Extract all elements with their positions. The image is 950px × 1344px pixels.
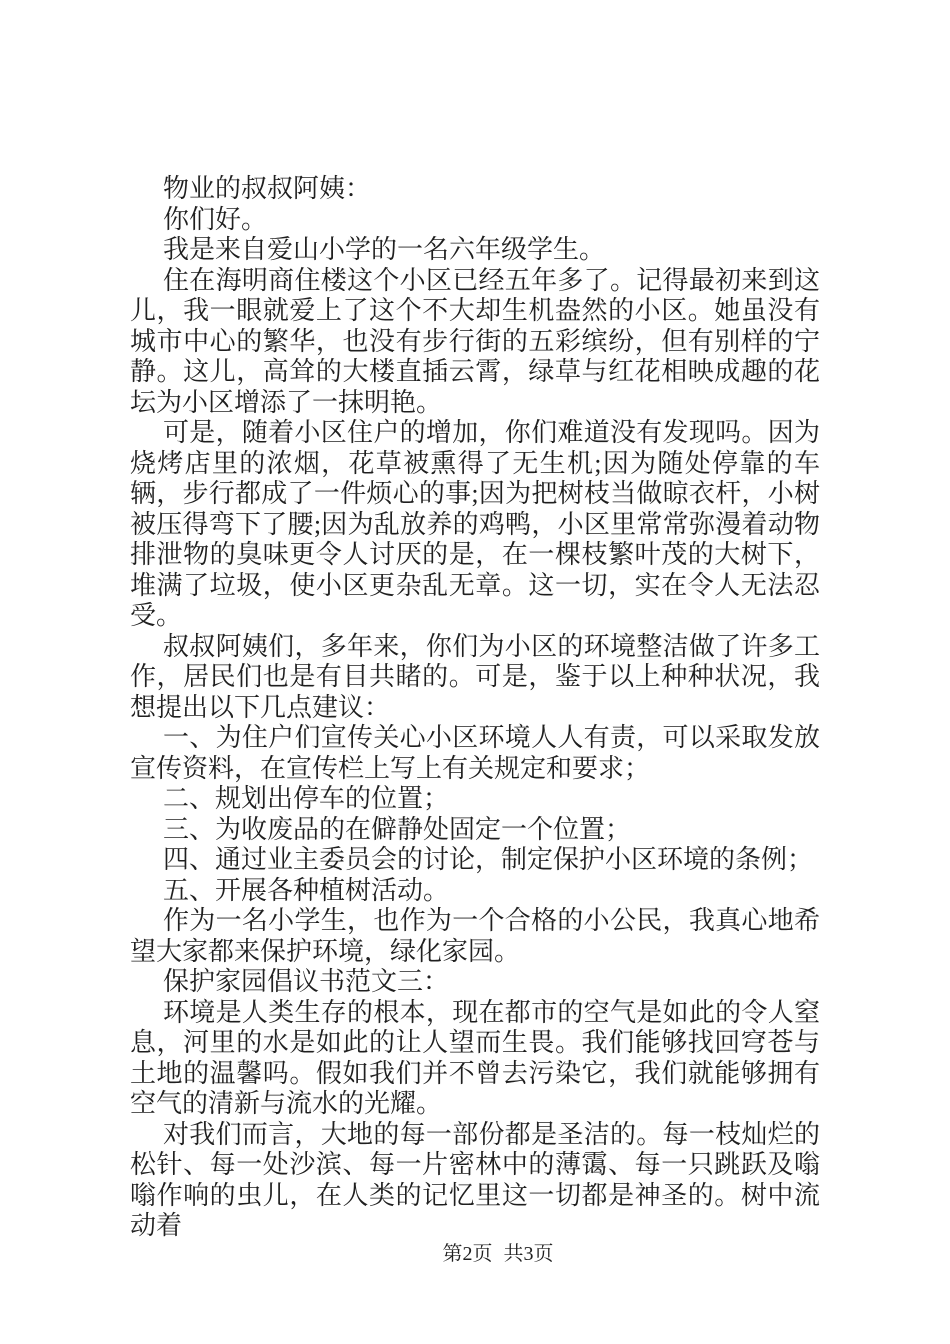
paragraph: 四、通过业主委员会的讨论，制定保护小区环境的条例；: [163, 845, 814, 874]
paragraph: 叔叔阿姨们，多年来，你们为小区的环境整洁做了许多工作，居民们也是有目共睹的。可是，鉴于以上种种状况，我想提出以下几点建议：: [130, 631, 820, 722]
paragraph: 一、为住户们宣传关心小区环境人人有责，可以采取发放宣传资料，在宣传栏上写上有关规定和要求；: [130, 723, 820, 783]
paragraph: 对我们而言，大地的每一部份都是圣洁的。每一枝灿烂的松针、每一处沙滨、每一片密林中的薄霭、每一只跳跃及嗡嗡作响的虫儿，在人类的记忆里这一切都是神圣的。树中流动着: [130, 1119, 820, 1240]
page-footer: [0, 1241, 950, 1267]
paragraph: 住在海明商住楼这个小区已经五年多了。记得最初来到这儿，我一眼就爱上了这个不大却生机盎然的小区。她虽没有城市中心的繁华，也没有步行街的五彩缤纷，但有别样的宁静。这儿，高耸的大楼直插云霄，绿草与红花相映成趣的花坛为小区增添了一抹明艳。: [130, 265, 820, 417]
paragraph: 作为一名小学生，也作为一个合格的小公民，我真心地希望大家都来保护环境，绿化家园。: [130, 906, 820, 966]
paragraph: 环境是人类生存的根本，现在都市的空气是如此的令人窒息，河里的水是如此的让人望而生畏。我们能够找回穹苍与土地的温馨吗。假如我们并不曾去污染它，我们就能够拥有空气的清新与流水的光耀。: [130, 997, 820, 1118]
paragraph: 物业的叔叔阿姨：: [163, 174, 372, 203]
paragraph: 可是，随着小区住户的增加，你们难道没有发现吗。因为烧烤店里的浓烟，花草被熏得了无生机;因为随处停靠的车辆，步行都成了一件烦心的事;因为把树枝当做晾衣杆，小树被压得弯下了腰;因为乱放养的鸡鸭，小区里常常弥漫着动物排泄物的臭味更令人讨厌的是，在一棵枝繁叶茂的大树下，堆满了垃圾，使小区更杂乱无章。这一切，实在令人无法忍受。: [130, 418, 820, 630]
paragraph: 我是来自爱山小学的一名六年级学生。: [163, 235, 606, 264]
paragraph: 三、为收废品的在僻静处固定一个位置；: [163, 814, 632, 844]
paragraph: 保护家园倡议书范文三：: [163, 967, 450, 996]
paragraph: 二、规划出停车的位置；: [163, 784, 450, 813]
page-number-label: 第2页 共3页: [442, 1243, 554, 1265]
paragraph: 你们好。: [163, 204, 268, 234]
paragraph: 五、开展各种植树活动。: [163, 875, 450, 905]
document-body: [130, 174, 820, 1242]
